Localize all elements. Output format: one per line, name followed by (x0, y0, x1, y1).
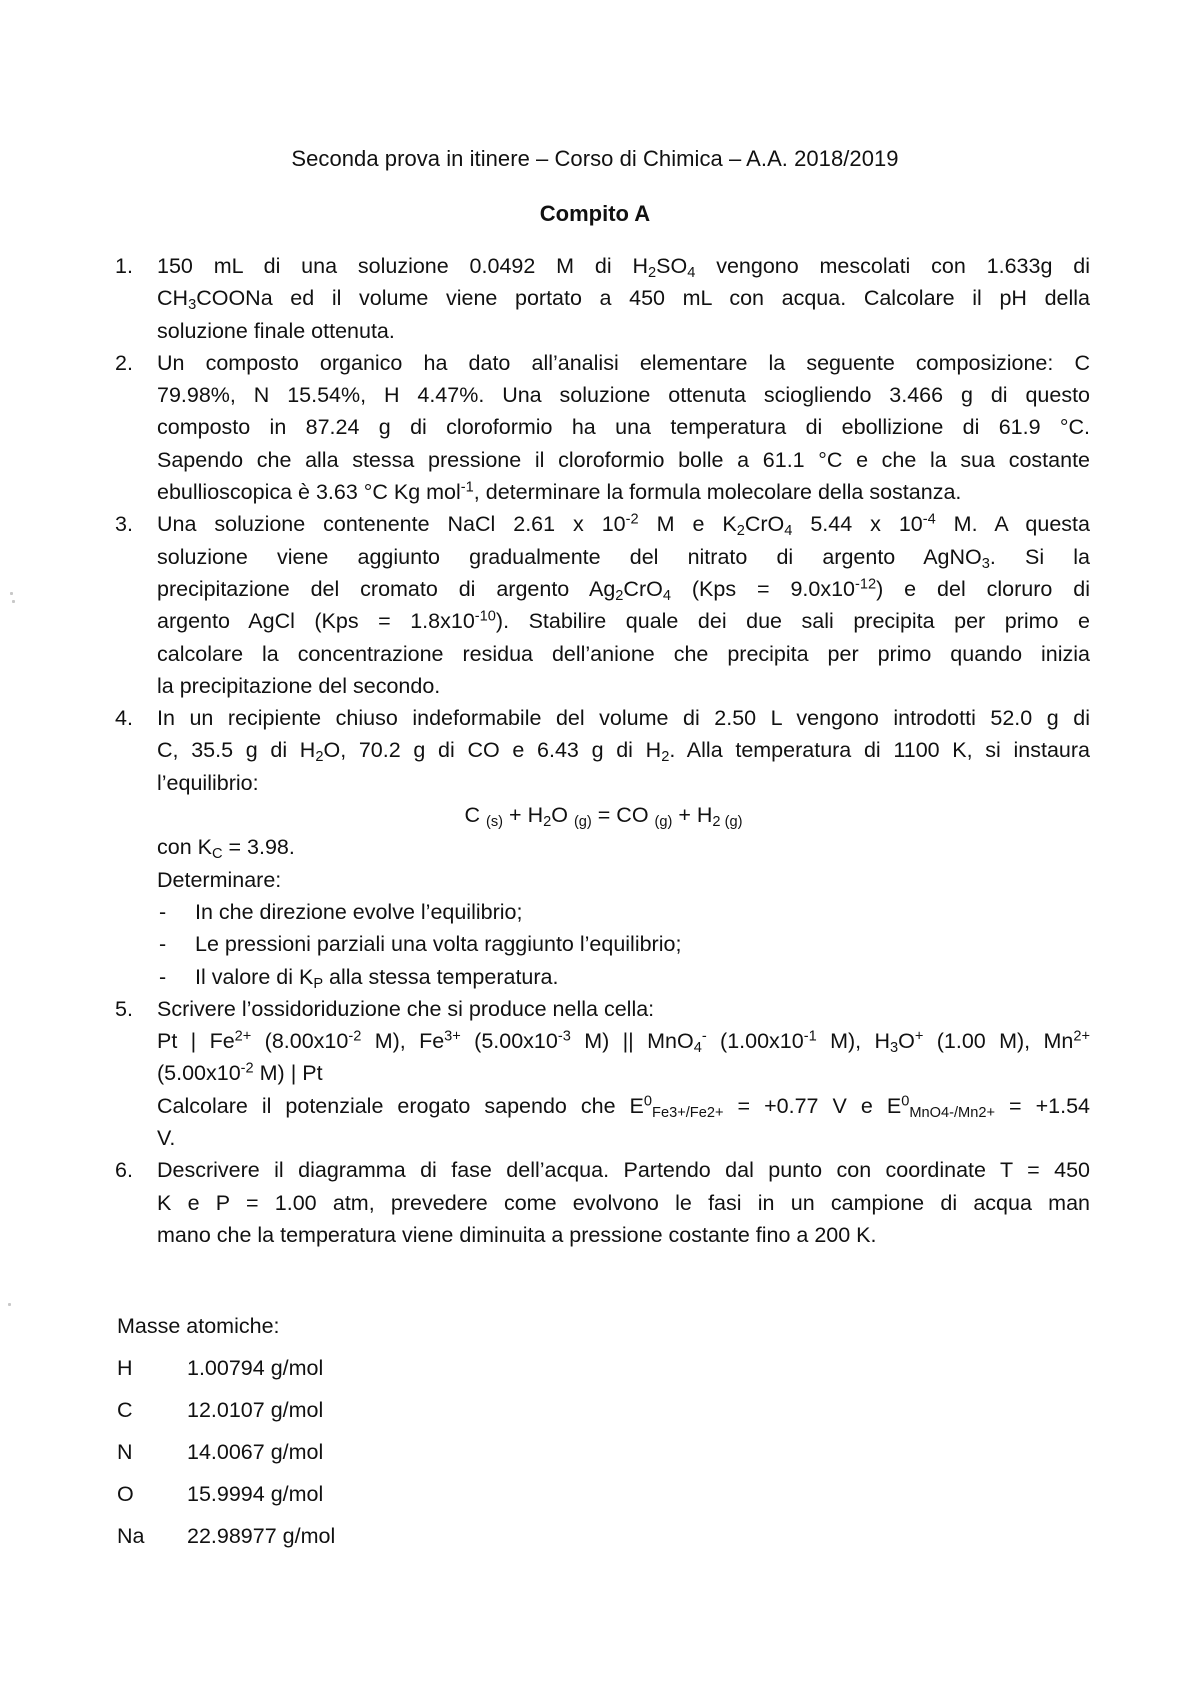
cell-notation: ($5.00x10^{-2}$ M) | Pt (157, 1060, 323, 1086)
exam-title: Seconda prova in itinere – Corso di Chimica – A.A. 2018/2019 (291, 146, 899, 171)
question-6 (115, 1154, 1090, 1251)
question-line: mano che la temperatura viene diminuita a pressione costante fino a 200 K. (157, 1222, 877, 1247)
question-line: Scrivere l’ossidoriduzione che si produce nella cella: (157, 996, 655, 1021)
mass-row (117, 1347, 335, 1389)
question-list (115, 250, 1090, 1251)
determine-label: Determinare: (157, 867, 282, 892)
element-mass: 14.0067 g/mol (187, 1440, 324, 1464)
question-line: soluzione viene aggiunto gradualmente del nitrato di argento AgNO$_3$. Si la (157, 544, 1090, 572)
question-2 (115, 347, 1090, 508)
question-number: 6. (115, 1158, 133, 1183)
question-number: 2. (115, 350, 133, 375)
element-symbol: H (117, 1356, 133, 1380)
element-symbol: Na (117, 1524, 145, 1548)
question-5 (115, 993, 1090, 1154)
mass-row (117, 1515, 335, 1557)
question-number: 4. (115, 706, 133, 731)
atomic-masses-table (117, 1305, 335, 1557)
mass-row (117, 1389, 335, 1431)
task-item: - Le pressioni parziali una volta raggiunto l’equilibrio; (159, 932, 682, 957)
question-line: la precipitazione del secondo. (157, 673, 441, 698)
question-line: ebullioscopica è 3.63 °C Kg mol$^{-1}$, determinare la formula molecolare della sostanza. (157, 479, 962, 505)
element-symbol: C (117, 1398, 133, 1422)
question-line: soluzione finale ottenuta. (157, 318, 395, 343)
element-mass: 12.0107 g/mol (187, 1398, 324, 1422)
question-line: Calcolare il potenziale erogato sapendo che $E^0_{Fe3+/Fe2+} = +0.77$ V e $E^0_{MnO4-/Mn2+} = +1.54$ (157, 1093, 1091, 1121)
element-symbol: O (117, 1482, 134, 1506)
question-number: 1. (115, 254, 133, 278)
question-line: K e P = 1.00 atm, prevedere come evolvono le fasi in un campione di acqua man (157, 1190, 1090, 1215)
atomic-masses-title: Masse atomiche: (117, 1314, 280, 1338)
element-mass: 22.98977 g/mol (187, 1524, 336, 1548)
task-item: - In che direzione evolve l’equilibrio; (159, 899, 523, 924)
question-line: 79.98%, N 15.54%, H 4.47%. Una soluzione ottenuta sciogliendo 3.466 g di questo (157, 383, 1090, 408)
question-3 (115, 508, 1090, 702)
scan-speck (8, 1303, 11, 1306)
question-line: composto in 87.24 g di cloroformio ha una temperatura di ebollizione di 61.9 °C. (157, 415, 1090, 440)
question-number: 3. (115, 512, 133, 537)
exam-version-heading: Compito A (539, 201, 651, 226)
question-4 (115, 702, 1090, 993)
question-line: Descrivere il diagramma di fase dell’acqua. Partendo dal punto con coordinate T = 450 (157, 1158, 1090, 1183)
question-line: Un composto organico ha dato all’analisi elementare la seguente composizione: C (157, 350, 1090, 375)
kc-value: con $K_C = 3.98$. (157, 835, 295, 863)
question-line: precipitazione del cromato di argento $Ag_2CrO_4$ $(Kps = 9.0x10^{-12})$ e del cloruro di (157, 576, 1090, 605)
question-1 (115, 250, 1090, 347)
task-item: - Il valore di $K_P$ alla stessa temperatura. (159, 964, 559, 992)
element-symbol: N (117, 1440, 133, 1464)
question-line: 150 mL di una soluzione 0.0492 M di $H_2SO_4$ vengono mescolati con 1.633g di (157, 254, 1090, 282)
question-line: C, 35.5 g di $H_2O$, 70.2 g di CO e 6.43 g di $H_2$. Alla temperatura di 1100 K, si instaura (157, 738, 1091, 766)
question-number: 5. (115, 996, 133, 1021)
element-mass: 15.9994 g/mol (187, 1482, 324, 1506)
question-line: Sapendo che alla stessa pressione il cloroformio bolle a 61.1 °C e che la sua costante (157, 447, 1090, 472)
question-line: calcolare la concentrazione residua dell’anione che precipita per primo quando inizia (157, 641, 1090, 666)
question-line: In un recipiente chiuso indeformabile del volume di 2.50 L vengono introdotti 52.0 g di (157, 706, 1090, 731)
question-line: l’equilibrio: (157, 770, 259, 795)
task-list (157, 896, 1090, 993)
mass-row (117, 1473, 335, 1515)
question-line: Una soluzione contenente NaCl 2.61 x $10^{-2}$ M e $K_2CrO_4$ 5.44 x $10^{-4}$ M. A questa (157, 511, 1090, 540)
scan-speck (12, 600, 15, 603)
cell-notation: Pt | $Fe^{2+}$ ($8.00x10^{-2}$ M), $Fe^{3+}$ ($5.00x10^{-3}$ M) || MnO$_4$- ($1.00x10^{-1}$ M), $H_3O^+$ (1.00 M), $Mn^{2+}$ (157, 1028, 1090, 1057)
element-mass: 1.00794 g/mol (187, 1356, 324, 1380)
equilibrium-equation: C $_{(s)} + H_2O$ $_{(g)}$ = CO $_{(g)} + H_{2 (g)}$ (464, 803, 743, 831)
question-line: argento AgCl $(Kps = 1.8x10^{-10})$. Stabilire quale dei due sali precipita per primo e (157, 608, 1090, 634)
scan-speck (10, 592, 13, 595)
mass-row (117, 1431, 335, 1473)
question-line: $CH_3COONa$ ed il volume viene portato a 450 mL con acqua. Calcolare il pH della (157, 286, 1090, 314)
question-line: V. (157, 1126, 176, 1151)
